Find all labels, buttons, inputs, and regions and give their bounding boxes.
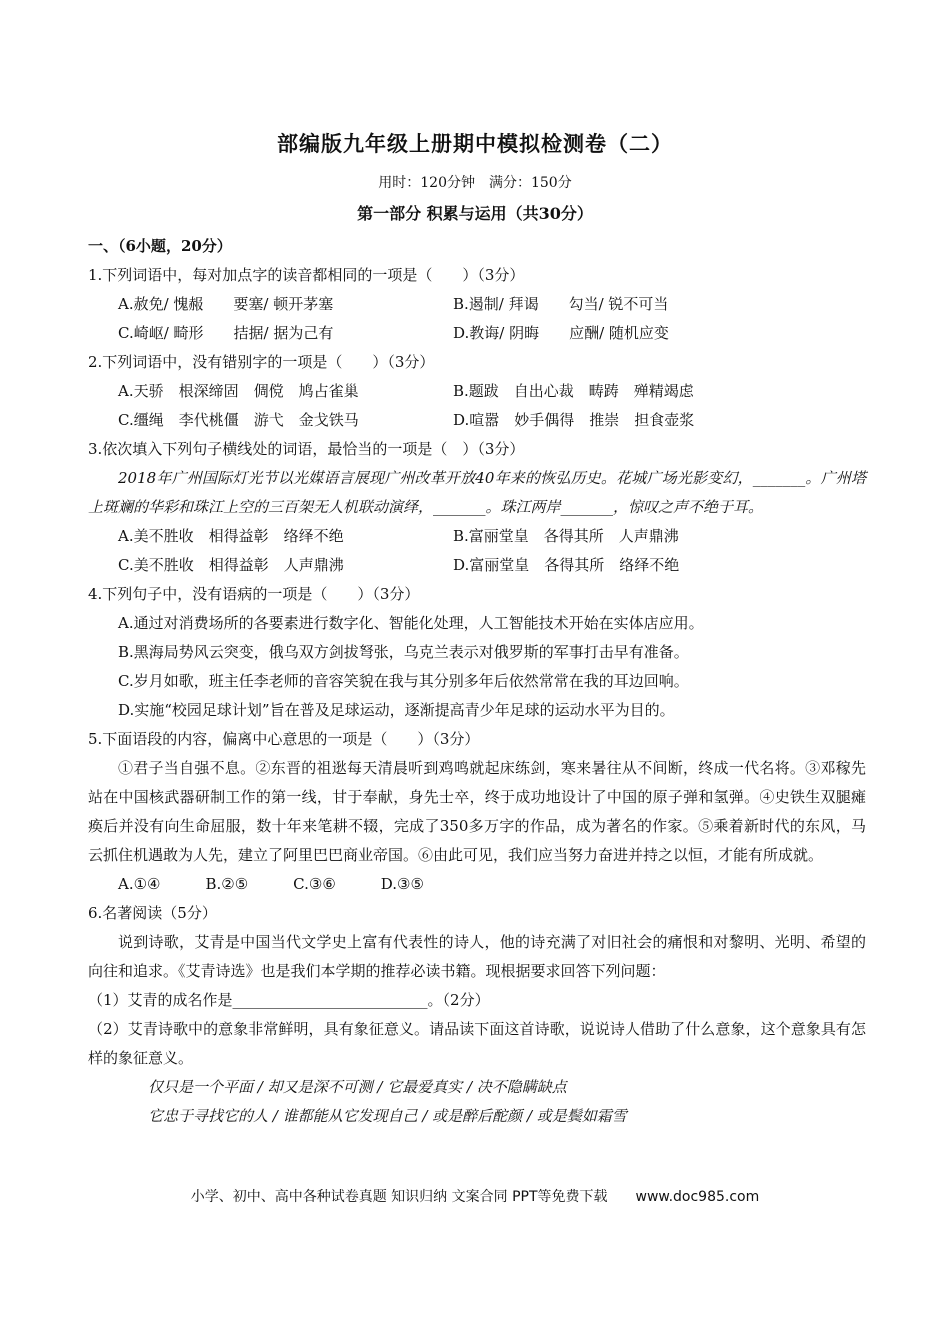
poem-line-2: 它忠于寻找它的人 / 谁都能从它发现自己 / 或是醉后酡颜 / 或是鬓如霜雪 [148,1107,627,1125]
question-6-intro: 说到诗歌，艾青是中国当代文学史上富有代表性的诗人，他的诗充满了对旧社会的痛恨和对黎明、光明、希望的向往和追求。《艾青诗选》也是我们本学期的推荐必读书籍。现根据要求回答下列问题： [88,933,866,980]
question-1-stem: 1.下列词语中，每对加点字的读音都相同的一项是（ ）（3分） [88,266,525,284]
question-4-option-b: B.黑海局势风云突变，俄乌双方剑拔弩张，乌克兰表示对俄罗斯的军事打击早有准备。 [118,643,689,661]
question-2-option-d: D.喧嚣 妙手偶得 推崇 担食壶浆 [453,411,695,429]
question-4-option-d: D.实施“校园足球计划”旨在普及足球运动，逐渐提高青少年足球的运动水平为目的。 [118,701,675,719]
question-5-options: A.①④ B.②⑤ C.③⑥ D.③⑤ [118,875,424,893]
question-2-options-row-2 [88,406,866,435]
question-3-option-d: D.富丽堂皇 各得其所 络绎不绝 [453,556,680,574]
exam-meta: 用时：120分钟 满分：150分 [378,175,572,191]
question-6-sub-1: （1）艾青的成名作是__________________________。（2分） [88,991,490,1009]
question-5-passage: ①君子当自强不息。②东晋的祖逖每天清晨听到鸡鸣就起床练剑，寒来暑往从不间断，终成一代名将。③邓稼先站在中国核武器研制工作的第一线，甘于奉献，身先士卒，终于成功地设计了中国的原子弹和氢弹。④史铁生双腿瘫痪后并没有向生命屈服，数十年来笔耕不辍，完成了350多万字的作品，成为著名的作家。⑤乘着新时代的东风，马云抓住机遇敢为人先，建立了阿里巴巴商业帝国。⑥由此可见，我们应当努力奋进并持之以恒，才能有所成就。 [88,759,866,864]
question-4-option-a: A.通过对消费场所的各要素进行数字化、智能化处理，人工智能技术开始在实体店应用。 [118,614,704,632]
question-3-options-row-2 [88,551,866,580]
question-5-stem: 5.下面语段的内容，偏离中心意思的一项是（ ）（3分） [88,730,480,748]
page-title: 部编版九年级上册期中模拟检测卷（二） [277,131,673,156]
page-footer: 小学、初中、高中各种试卷真题 知识归纳 文案合同 PPT等免费下载 www.doc985.com [190,1189,760,1205]
question-6-stem: 6.名著阅读（5分） [88,904,217,922]
question-4-stem: 4.下列句子中，没有语病的一项是（ ）（3分） [88,585,420,603]
question-3-stem: 3.依次填入下列句子横线处的词语，最恰当的一项是（ ）（3分） [88,440,525,458]
question-1-option-d: D.教诲/ 阴晦 应酬/ 随机应变 [453,324,669,342]
question-1-option-a: A.赦免/ 愧赧 要塞/ 顿开茅塞 [118,295,334,313]
question-2-option-a: A.天骄 根深缔固 倜傥 鸠占雀巢 [118,382,359,400]
part-title: 第一部分 积累与运用（共30分） [357,204,593,223]
question-3-option-b: B.富丽堂皇 各得其所 人声鼎沸 [453,527,679,545]
question-3-option-c: C.美不胜收 相得益彰 人声鼎沸 [118,556,344,574]
exam-content [88,232,866,1131]
question-6-sub-2: （2）艾青诗歌中的意象非常鲜明，具有象征意义。请品读下面这首诗歌，说说诗人借助了什么意象，这个意象具有怎样的象征意义。 [88,1020,866,1067]
question-1-options-row-2 [88,319,866,348]
question-2-stem: 2.下列词语中，没有错别字的一项是（ ）（3分） [88,353,435,371]
question-1-option-c: C.崎岖/ 畸形 拮据/ 据为己有 [118,324,334,342]
question-2-option-c: C.缰绳 李代桃僵 游弋 金戈铁马 [118,411,359,429]
section-heading: 一、（6小题，20分） [88,237,232,255]
poem-line-1: 仅只是一个平面 / 却又是深不可测 / 它最爱真实 / 决不隐瞒缺点 [148,1078,567,1096]
question-2-options-row-1 [88,377,866,406]
question-4-option-c: C.岁月如歌，班主任李老师的音容笑貌在我与其分别多年后依然常常在我的耳边回响。 [118,672,689,690]
question-3-options-row-1 [88,522,866,551]
question-1-options-row-1 [88,290,866,319]
question-1-option-b: B.遏制/ 拜谒 勾当/ 锐不可当 [453,295,669,313]
question-2-option-b: B.题跋 自出心裁 畴踌 殚精竭虑 [453,382,694,400]
question-3-option-a: A.美不胜收 相得益彰 络绎不绝 [118,527,344,545]
question-3-passage: 2018年广州国际灯光节以光媒语言展现广州改革开放40年来的恢弘历史。花城广场光影变幻，_______。广州塔上斑斓的华彩和珠江上空的三百架无人机联动演绎，_______。珠江两岸_______，惊叹之声不绝于耳。 [88,469,866,516]
